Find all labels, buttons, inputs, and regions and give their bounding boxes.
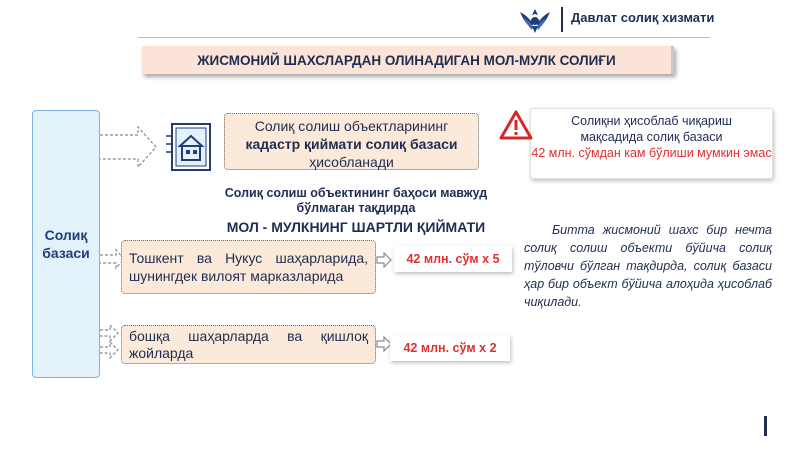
case-other-word4: қишлоқ (320, 328, 368, 344)
warning-triangle-icon (498, 109, 534, 141)
arrow-right-icon (376, 252, 392, 268)
case-other-word1: бошқа (129, 328, 170, 344)
org-name: Давлат солиқ хизмати (571, 10, 715, 25)
warning-line1: Солиқни ҳисоблаб чиқариш (571, 114, 732, 128)
case-other-areas-box (121, 325, 376, 364)
cadastre-value-box (224, 113, 479, 170)
minimum-base-warning-box (530, 108, 773, 179)
conditional-value-title: МОЛ - МУЛКНИНГ ШАРТЛИ ҚИЙМАТИ (226, 219, 486, 235)
page-marker (764, 416, 767, 436)
tax-base-label-line2: базаси (42, 245, 90, 261)
case-other-line2: жойларда (129, 345, 194, 361)
condition-text (206, 186, 506, 216)
condition-line1: Солиқ солиш объектининг баҳоси мавжуд (224, 186, 488, 200)
eagle-emblem-icon (518, 6, 552, 34)
case-regional-centers-value: 42 млн. сўм х 5 (394, 246, 512, 272)
cadastre-line1: Солиқ солиш объектларининг (254, 118, 449, 134)
header-divider (561, 7, 563, 32)
case-regional-centers-box: Тошкент ва Нукус шаҳарларида, шунингдек вилоят марказларида (121, 240, 376, 294)
condition-line2: бўлмаган тақдирда (296, 201, 416, 215)
cadastre-line3: ҳисобланади (309, 154, 394, 170)
case-other-word2: шаҳарларда (188, 328, 269, 344)
cadastre-bold: кадастр қиймати солиқ базаси (245, 136, 458, 152)
tax-base-box (32, 110, 100, 378)
warning-line2: мақсадида солиқ базаси (580, 130, 723, 144)
tax-base-label-line1: Солиқ (44, 227, 88, 243)
warning-red-text: 42 млн. сўмдан кам бўлиши мумкин эмас (531, 146, 772, 160)
multiple-objects-note: Битта жисмоний шахс бир нечта солиқ солиш объекти бўйича солиқ тўловчи бўлган тақдирда, солиқ базаси ҳар бир объект бўйича алоҳида ҳисоблаб чиқилади. (524, 223, 772, 309)
header-rule (138, 37, 710, 38)
slide-title: ЖИСМОНИЙ ШАХСЛАРДАН ОЛИНАДИГАН МОЛ-МУЛК СОЛИҒИ (142, 46, 674, 74)
case-other-areas-value: 42 млн. сўм х 2 (390, 335, 510, 361)
building-document-icon (166, 122, 216, 174)
case-other-word3: ва (287, 328, 303, 344)
